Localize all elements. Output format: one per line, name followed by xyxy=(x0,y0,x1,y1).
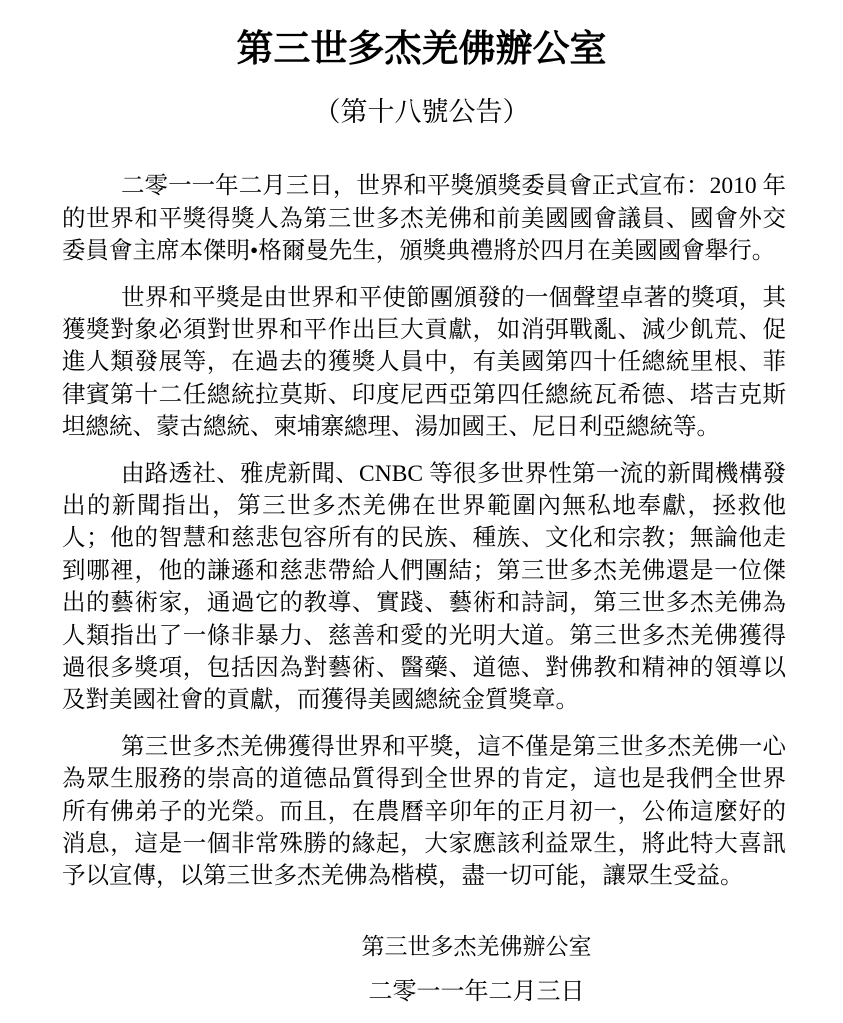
body-paragraph-1: 二零一一年二月三日，世界和平獎頒獎委員會正式宣布：2010 年的世界和平獎得獎人為第三世多杰羌佛和前美國國會議員、國會外交委員會主席本傑明•格爾曼先生，頒獎典禮將於四月在美國國會舉行。 xyxy=(62,173,786,265)
body-paragraph-4: 第三世多杰羌佛獲得世界和平獎，這不僅是第三世多杰羌佛一心為眾生服務的崇高的道德品質得到全世界的肯定，這也是我們全世界所有佛弟子的光榮。而且，在農曆辛卯年的正月初一，公佈這麼好的消息，這是一個非常殊勝的緣起，大家應該利益眾生，將此特大喜訊予以宣傳，以第三世多杰羌佛為楷模，盡一切可能，讓眾生受益。 xyxy=(62,733,786,890)
document-title: 第三世多杰羌佛辦公室 xyxy=(236,29,607,70)
document-body xyxy=(62,170,786,893)
signature-date: 二零一一年二月三日 xyxy=(368,978,585,1005)
body-paragraph-3: 由路透社、雅虎新聞、CNBC 等很多世界性第一流的新聞機構發出的新聞指出，第三世多杰羌佛在世界範圍內無私地奉獻，拯救他人；他的智慧和慈悲包容所有的民族、種族、文化和宗教；無論他走到哪裡，他的謙遜和慈悲帶給人們團結；第三世多杰羌佛還是一位傑出的藝術家，通過它的教導、實踐、藝術和詩詞，第三世多杰羌佛為人類指出了一條非暴力、慈善和愛的光明大道。第三世多杰羌佛獲得過很多獎項，包括因為對藝術、醫藥、道德、對佛教和精神的領導以及對美國社會的貢獻，而獲得美國總統金質獎章。 xyxy=(62,460,786,714)
signature-block xyxy=(55,931,843,1008)
document-subtitle: （第十八號公告） xyxy=(313,97,530,128)
body-paragraph-2: 世界和平獎是由世界和平使節團頒發的一個聲望卓著的獎項，其獲獎對象必須對世界和平作出巨大貢獻，如消弭戰亂、減少飢荒、促進人類發展等，在過去的獲獎人員中，有美國第四十任總統里根、菲律賓第十二任總統拉莫斯、印度尼西亞第四任總統瓦希德、塔吉克斯坦總統、蒙古總統、柬埔寨總理、湯加國王、尼日利亞總統等。 xyxy=(62,284,786,441)
signature-office-name: 第三世多杰羌佛辦公室 xyxy=(361,933,592,959)
